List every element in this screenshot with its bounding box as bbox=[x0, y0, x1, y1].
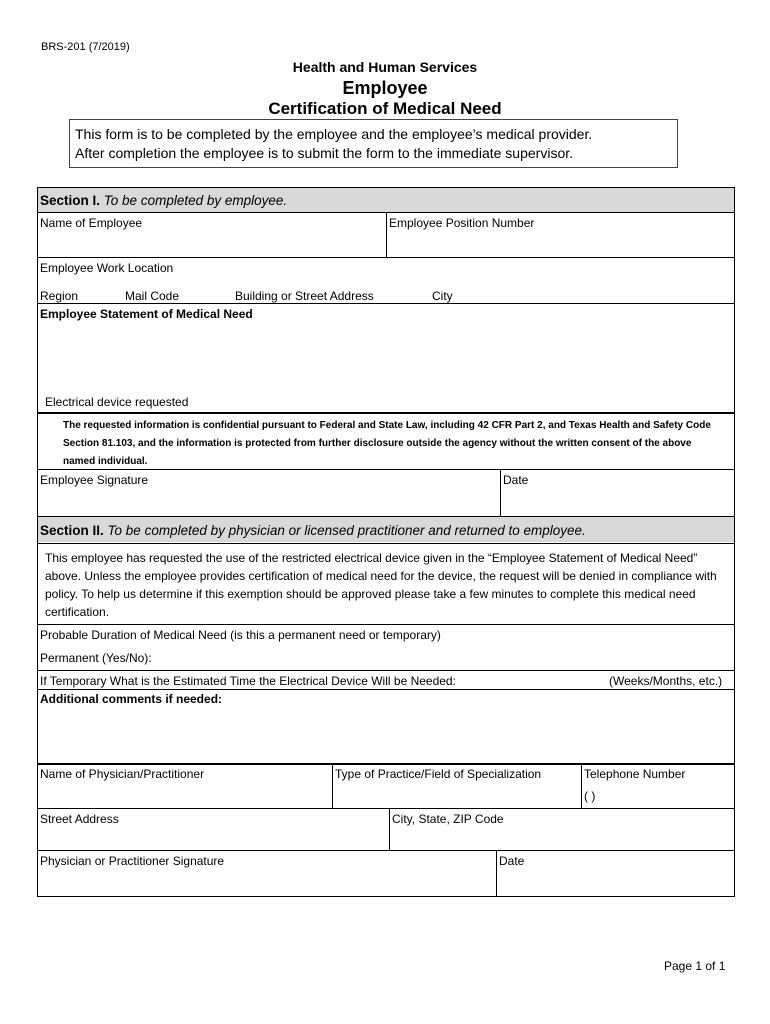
mail-code-label: Mail Code bbox=[125, 289, 180, 303]
position-number-label: Employee Position Number bbox=[389, 216, 535, 230]
divider bbox=[37, 670, 735, 671]
telephone-label: Telephone Number bbox=[584, 767, 686, 781]
divider bbox=[496, 850, 497, 896]
street-address-label: Street Address bbox=[40, 812, 119, 826]
divider bbox=[37, 543, 735, 544]
divider bbox=[37, 850, 735, 851]
building-address-label: Building or Street Address bbox=[235, 289, 374, 303]
divider bbox=[37, 808, 735, 809]
practice-type-label: Type of Practice/Field of Specialization bbox=[335, 767, 542, 781]
device-requested-label: Electrical device requested bbox=[45, 395, 189, 409]
physician-date-label: Date bbox=[499, 854, 525, 868]
confidentiality-notice: The requested information is confidential pursuant to Federal and State Law, including 42 CFR Part 2, and Texas Health and Safety Code Section 81.103, and the information is protected from further disclosure outside the agency without the written consent of the above named individual. bbox=[63, 420, 711, 467]
medical-need-statement-label: Employee Statement of Medical Need bbox=[40, 307, 253, 321]
divider bbox=[581, 764, 582, 808]
permanent-label: Permanent (Yes/No): bbox=[40, 651, 152, 665]
additional-comments-label: Additional comments if needed: bbox=[40, 692, 223, 706]
telephone-area-code: ( ) bbox=[584, 789, 596, 803]
divider bbox=[500, 469, 501, 516]
city-label: City bbox=[432, 289, 453, 303]
employee-signature-label: Employee Signature bbox=[40, 473, 149, 487]
employee-name-label: Name of Employee bbox=[40, 216, 143, 230]
instructions-line1: This form is to be completed by the employee and the employee’s medical provider. bbox=[75, 126, 593, 142]
instructions-line2: After completion the employee is to submit the form to the immediate supervisor. bbox=[75, 145, 574, 161]
divider bbox=[386, 212, 387, 257]
city-state-zip-label: City, State, ZIP Code bbox=[392, 812, 504, 826]
divider bbox=[389, 808, 390, 850]
divider bbox=[37, 763, 735, 765]
employee-date-label: Date bbox=[503, 473, 529, 487]
section2-heading bbox=[40, 523, 586, 538]
divider bbox=[37, 469, 735, 470]
section1-heading-number: Section I. bbox=[40, 193, 101, 208]
divider bbox=[37, 624, 735, 625]
page-number: Page 1 of 1 bbox=[664, 959, 726, 973]
form-title-line2: Certification of Medical Need bbox=[268, 99, 502, 118]
weeks-months-label: (Weeks/Months, etc.) bbox=[609, 674, 723, 688]
region-label: Region bbox=[40, 289, 79, 303]
section1-heading bbox=[40, 193, 287, 208]
temporary-duration-label: If Temporary What is the Estimated Time the Electrical Device Will be Needed: bbox=[40, 674, 456, 688]
duration-label: Probable Duration of Medical Need (is this a permanent need or temporary) bbox=[40, 628, 441, 642]
section2-instructions: This employee has requested the use of the restricted electrical device given in the “Employee Statement of Medical Need” above. Unless the employee provides certification of medical need for the device, the request will be denied in compliance with policy. To help us determine if this exemption should be approved please take a few minutes to complete this medical need certification. bbox=[45, 551, 717, 619]
work-location-label: Employee Work Location bbox=[40, 261, 174, 275]
form-code: BRS-201 (7/2019) bbox=[41, 41, 130, 53]
divider bbox=[37, 257, 735, 258]
section1-heading-text: To be completed by employee. bbox=[103, 193, 288, 208]
section2-heading-text: To be completed by physician or licensed practitioner and returned to employee. bbox=[107, 523, 586, 538]
divider bbox=[332, 764, 333, 808]
section2-heading-number: Section II. bbox=[40, 523, 104, 538]
physician-name-label: Name of Physician/Practitioner bbox=[40, 767, 205, 781]
instructions-box bbox=[69, 119, 678, 168]
divider bbox=[37, 689, 735, 690]
divider bbox=[37, 412, 735, 414]
physician-signature-label: Physician or Practitioner Signature bbox=[40, 854, 225, 868]
divider bbox=[37, 303, 735, 304]
form-title-line1: Employee bbox=[342, 78, 428, 98]
agency-name: Health and Human Services bbox=[292, 59, 478, 75]
